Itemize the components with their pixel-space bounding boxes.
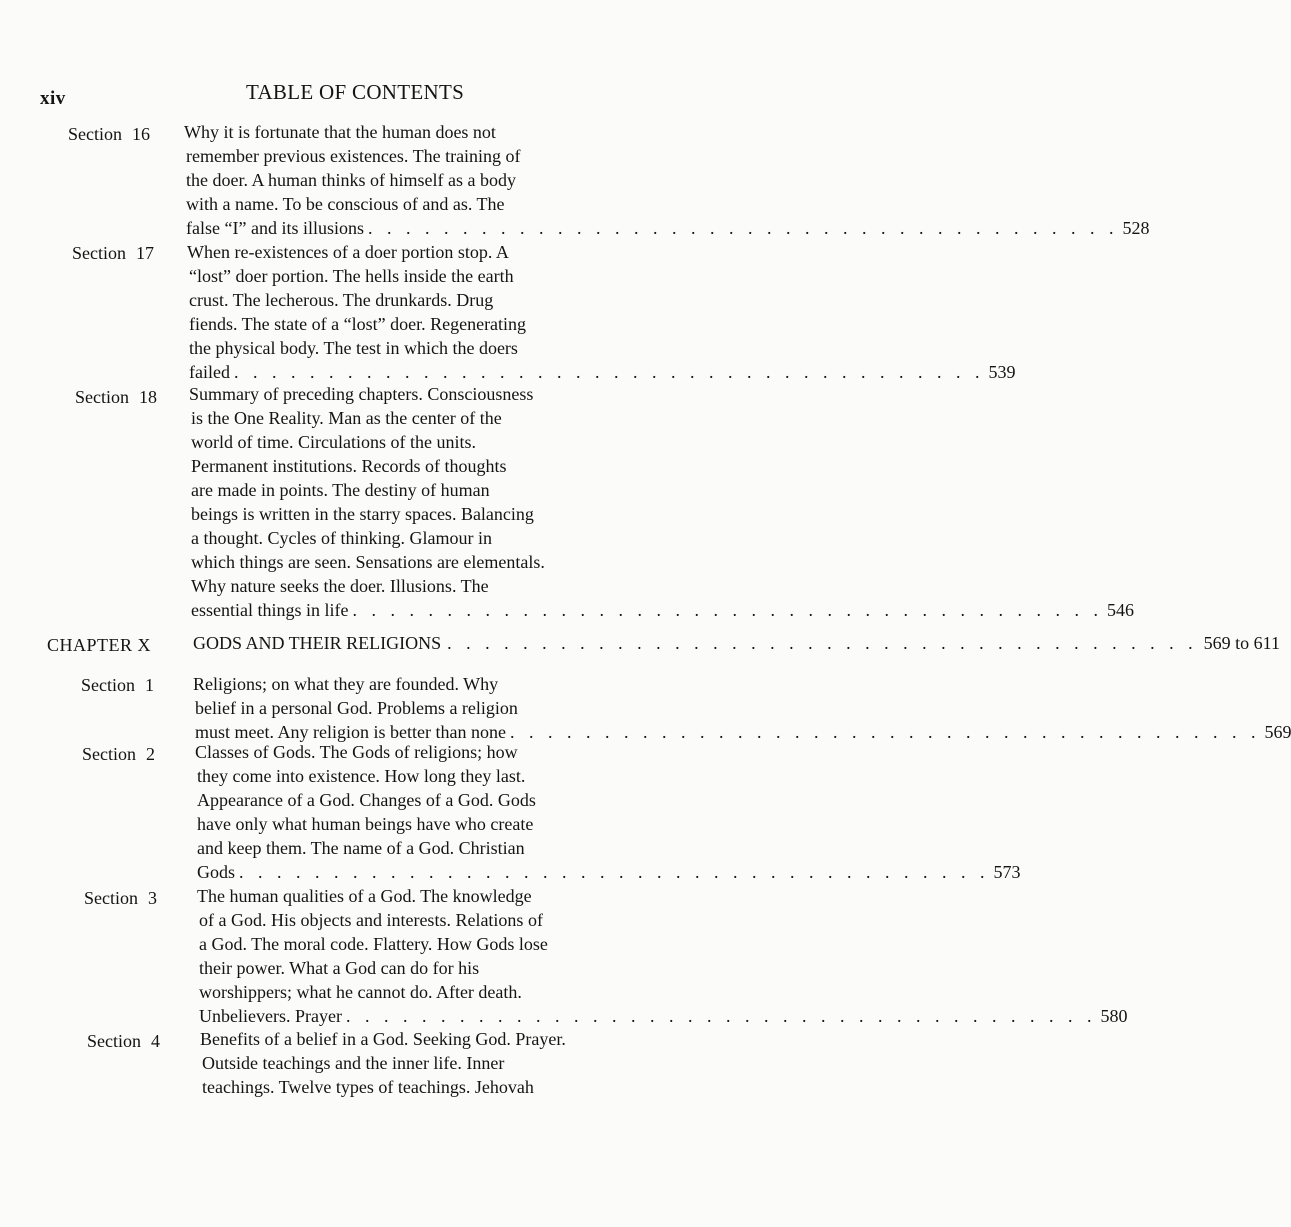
entry-line xyxy=(189,360,1016,384)
section-label xyxy=(81,675,154,696)
entry-line: world of time. Circulations of the units. xyxy=(191,432,476,452)
entry-line: Why it is fortunate that the human does not xyxy=(184,122,496,142)
entry-line: Classes of Gods. The Gods of religions; how xyxy=(195,742,518,762)
section-word: Section xyxy=(84,888,138,908)
entry-text: Gods xyxy=(197,862,236,882)
section-word: Section xyxy=(68,124,122,144)
section-label xyxy=(87,1031,160,1052)
entry-page-number: 573 xyxy=(993,862,1021,882)
entry-page-number: 528 xyxy=(1122,218,1150,238)
dot-leader: . . . . . . . . . . . . . . . . . . . . . . . . . . . . . . . . . . . . . . . . xyxy=(367,218,1119,238)
entry-line: Benefits of a belief in a God. Seeking God. Prayer. xyxy=(200,1029,566,1049)
entry-line: is the One Reality. Man as the center of the xyxy=(191,408,502,428)
entry-text: essential things in life xyxy=(191,600,349,620)
entry-page-number: 539 xyxy=(988,362,1016,382)
entry-page-number: 569 xyxy=(1264,722,1291,742)
dot-leader: . . . . . . . . . . . . . . . . . . . . . . . . . . . . . . . . . . . . . . . . xyxy=(233,362,985,382)
running-head: TABLE OF CONTENTS xyxy=(246,80,465,104)
entry-line: the physical body. The test in which the doers xyxy=(189,338,518,358)
entry-line: have only what human beings have who create xyxy=(197,814,534,834)
entry-line xyxy=(199,1004,1128,1028)
entry-line xyxy=(191,598,1134,622)
entry-line: which things are seen. Sensations are elementals. xyxy=(191,552,545,572)
chapter-title: GODS AND THEIR RELIGIONS xyxy=(193,633,442,653)
entry-text: Unbelievers. Prayer xyxy=(199,1006,342,1026)
chapter-label: CHAPTER X xyxy=(47,635,152,655)
entry-line: and keep them. The name of a God. Christian xyxy=(197,838,525,858)
section-number: 2 xyxy=(146,744,155,764)
section-label xyxy=(68,124,150,145)
entry-line: a thought. Cycles of thinking. Glamour in xyxy=(191,528,492,548)
dot-leader: . . . . . . . . . . . . . . . . . . . . . . . . . . . . . . . . . . . . . . . . xyxy=(447,633,1198,653)
chapter-heading xyxy=(193,633,1281,654)
entry-line: their power. What a God can do for his xyxy=(199,958,480,978)
entry-line: Summary of preceding chapters. Consciousness xyxy=(189,384,534,404)
entry-line: The human qualities of a God. The knowledge xyxy=(197,886,532,906)
dot-leader: . . . . . . . . . . . . . . . . . . . . . . . . . . . . . . . . . . . . . . . . xyxy=(239,862,990,882)
section-number: 17 xyxy=(136,243,154,263)
entry-text: must meet. Any religion is better than none xyxy=(195,722,506,742)
entry-line: crust. The lecherous. The drunkards. Drug xyxy=(189,290,494,310)
entry-line: they come into existence. How long they last. xyxy=(197,766,526,786)
entry-line: “lost” doer portion. The hells inside the earth xyxy=(189,266,514,286)
section-word: Section xyxy=(81,675,135,695)
entry-line: a God. The moral code. Flattery. How Gods lose xyxy=(199,934,548,954)
chapter-page-range: 569 to 611 xyxy=(1203,633,1281,653)
section-label xyxy=(72,243,154,264)
entry-line: Religions; on what they are founded. Why xyxy=(193,674,499,694)
entry-line: Permanent institutions. Records of thoughts xyxy=(191,456,507,476)
section-label xyxy=(84,888,157,909)
section-number: 1 xyxy=(145,675,154,695)
entry-page-number: 546 xyxy=(1106,600,1134,620)
entry-text: failed xyxy=(189,362,230,382)
section-word: Section xyxy=(72,243,126,263)
entry-line xyxy=(197,860,1021,884)
entry-line: remember previous existences. The training of xyxy=(186,146,521,166)
entry-line: Appearance of a God. Changes of a God. Gods xyxy=(197,790,536,810)
entry-line: Why nature seeks the doer. Illusions. The xyxy=(191,576,489,596)
entry-line: Outside teachings and the inner life. Inner xyxy=(202,1053,505,1073)
section-word: Section xyxy=(82,744,136,764)
section-label xyxy=(75,387,157,408)
entry-line: are made in points. The destiny of human xyxy=(191,480,490,500)
entry-line xyxy=(186,216,1150,240)
section-number: 16 xyxy=(132,124,150,144)
entry-page-number: 580 xyxy=(1100,1006,1128,1026)
entry-text: false “I” and its illusions xyxy=(186,218,364,238)
entry-line: beings is written in the starry spaces. Balancing xyxy=(191,504,534,524)
page-number: xiv xyxy=(40,88,66,109)
entry-line: teachings. Twelve types of teachings. Jehovah xyxy=(202,1077,534,1097)
entry-line: of a God. His objects and interests. Relations of xyxy=(199,910,543,930)
entry-line: belief in a personal God. Problems a religion xyxy=(195,698,518,718)
section-word: Section xyxy=(87,1031,141,1051)
entry-line: worshippers; what he cannot do. After death. xyxy=(199,982,522,1002)
dot-leader: . . . . . . . . . . . . . . . . . . . . . . . . . . . . . . . . . . . . . . . . xyxy=(345,1006,1097,1026)
entry-line: with a name. To be conscious of and as. The xyxy=(186,194,505,214)
section-word: Section xyxy=(75,387,129,407)
section-number: 4 xyxy=(151,1031,160,1051)
entry-line: When re-existences of a doer portion stop. A xyxy=(187,242,509,262)
section-label xyxy=(82,744,155,765)
entry-line: the doer. A human thinks of himself as a body xyxy=(186,170,516,190)
entry-line: fiends. The state of a “lost” doer. Regenerating xyxy=(189,314,527,334)
section-number: 18 xyxy=(139,387,157,407)
section-number: 3 xyxy=(148,888,157,908)
dot-leader: . . . . . . . . . . . . . . . . . . . . . . . . . . . . . . . . . . . . . . . . xyxy=(352,600,1103,620)
dot-leader: . . . . . . . . . . . . . . . . . . . . . . . . . . . . . . . . . . . . . . . . xyxy=(509,722,1261,742)
